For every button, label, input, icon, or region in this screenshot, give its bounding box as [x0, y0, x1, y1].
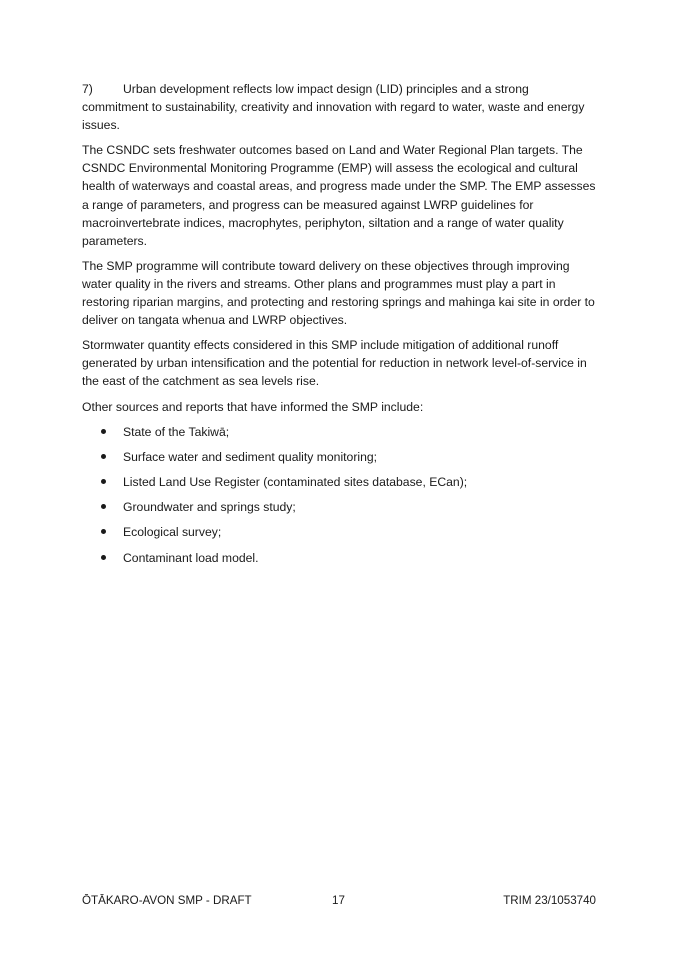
list-item	[82, 523, 597, 548]
item-text: Urban development reflects low impact design (LID) principles and a strong commitment to sustainability, creativity and innovation with regard to water, waste and energy issues.	[82, 82, 585, 133]
list-item-text: State of the Takiwā;	[123, 424, 230, 439]
bullet-icon	[101, 479, 106, 484]
bullet-icon	[101, 454, 106, 459]
list-item-text: Contaminant load model.	[123, 550, 259, 565]
paragraph-other-sources: Other sources and reports that have informed the SMP include:	[82, 399, 424, 414]
list-item	[82, 473, 597, 498]
document-body	[82, 80, 597, 574]
item-number: 7)	[82, 82, 93, 96]
bullet-icon	[101, 429, 106, 434]
list-item	[82, 448, 597, 473]
list-item-text: Listed Land Use Register (contaminated sites database, ECan);	[123, 474, 468, 489]
list-item-text: Groundwater and springs study;	[123, 500, 296, 515]
paragraph-smp-programme: The SMP programme will contribute toward delivery on these objectives through improving water quality in the rivers and streams. Other plans and programmes must play a part in restoring riparian margins, and protecting and restoring springs and mahinga kai site in order to deliver on tangata whenua and LWRP objectives.	[82, 258, 595, 328]
list-item	[82, 423, 597, 448]
list-item	[82, 549, 597, 574]
paragraph-stormwater-quantity: Stormwater quantity effects considered in this SMP include mitigation of additional runoff generated by urban intensification and the potential for reduction in network level-of-service in the east of the catchment as sea levels rise.	[82, 338, 587, 389]
footer-document-title: ŌTĀKARO-AVON SMP - DRAFT	[82, 894, 252, 907]
list-item-text: Ecological survey;	[123, 525, 222, 540]
page-footer	[82, 893, 596, 909]
paragraph-csndc-outcomes: The CSNDC sets freshwater outcomes based on Land and Water Regional Plan targets. The CSNDC Environmental Monitoring Programme (EMP) will assess the ecological and cultural health of waterways and coastal areas, and progress made under the SMP. The EMP assesses a range of parameters, and progress can be measured against LWRP guidelines for macroinvertebrate indices, macrophytes, periphyton, siltation and a range of water quality parameters.	[82, 143, 596, 248]
bullet-icon	[101, 529, 106, 534]
footer-trim-reference: TRIM 23/1053740	[503, 894, 596, 907]
bullet-icon	[101, 555, 106, 560]
footer-page-number: 17	[332, 894, 345, 907]
bullet-icon	[101, 504, 106, 509]
list-item	[82, 498, 597, 523]
numbered-item-7	[82, 80, 597, 134]
sources-list	[82, 423, 597, 574]
list-item-text: Surface water and sediment quality monitoring;	[123, 449, 378, 464]
